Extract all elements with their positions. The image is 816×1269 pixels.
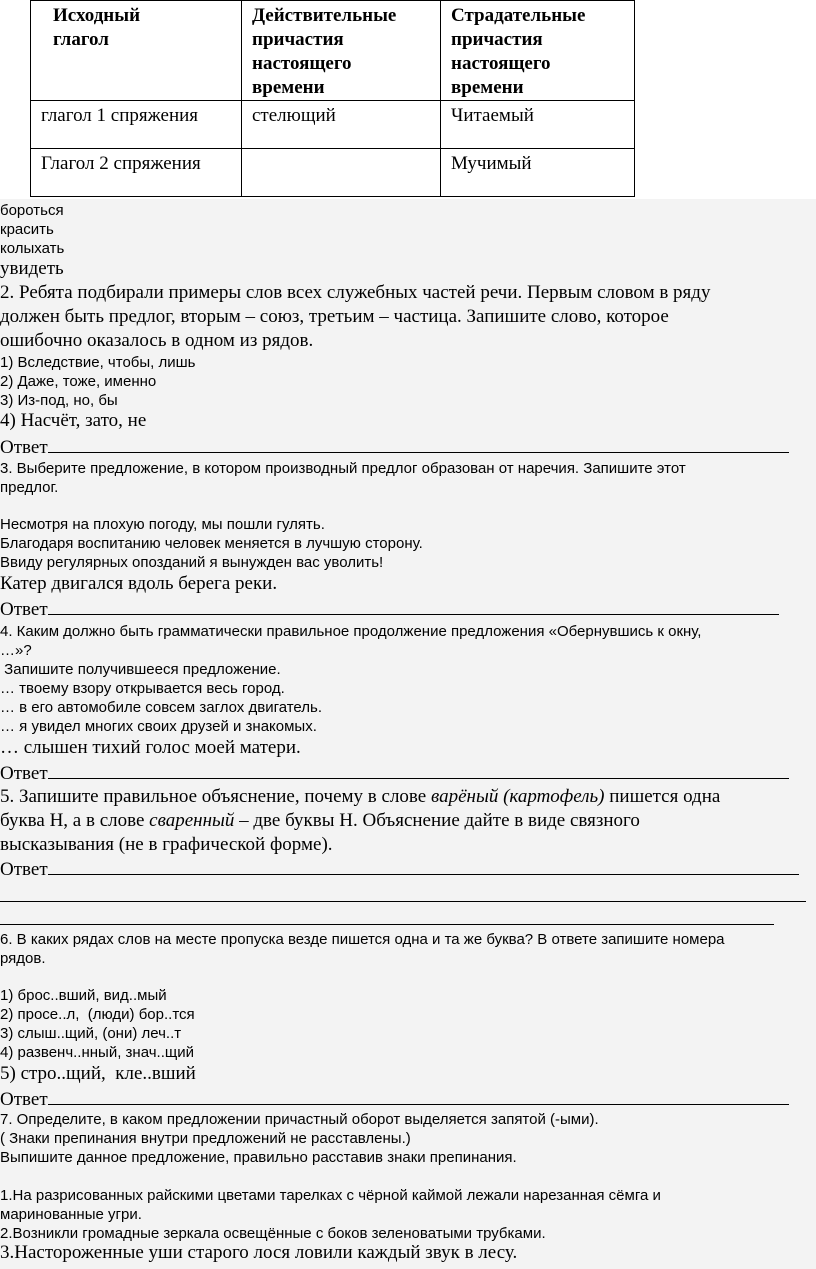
q5-italic-word: варёный (картофель) xyxy=(430,786,605,807)
table-header-row xyxy=(31,1,635,101)
header-line: причастия xyxy=(451,29,543,50)
q5-italic-word: сваренный xyxy=(149,810,235,831)
header-active-participles xyxy=(242,1,441,101)
header-passive-participles xyxy=(441,1,635,101)
verb-item: колыхать xyxy=(0,240,65,257)
verb-item: увидеть xyxy=(0,258,64,279)
q3-option: Несмотря на плохую погоду, мы пошли гулять. xyxy=(0,516,325,533)
table-cell: глагол 1 спряжения xyxy=(31,101,242,149)
q4-text: 4. Каким должно быть грамматически правильное продолжение предложения «Обернувшись к окну, xyxy=(0,623,702,640)
q5-text-part: 5. Запишите правильное объяснение, почему в слове xyxy=(0,786,431,807)
q6-option: 1) брос..вший, вид..мый xyxy=(0,987,167,1004)
header-line: настоящего xyxy=(252,53,352,74)
q3-option: Ввиду регулярных опозданий я вынужден вас уволить! xyxy=(0,554,384,571)
q2-option: 1) Вследствие, чтобы, лишь xyxy=(0,354,196,371)
q5-text xyxy=(0,809,640,833)
header-line: настоящего xyxy=(451,53,551,74)
table-cell: Читаемый xyxy=(441,101,635,149)
q4-answer-line[interactable] xyxy=(0,761,789,785)
table-cell: стелющий xyxy=(242,101,441,149)
header-line: Исходный xyxy=(53,5,141,26)
q2-text: ошибочно оказалось в одном из рядов. xyxy=(0,330,314,351)
table-row xyxy=(31,149,635,197)
q6-text: рядов. xyxy=(0,950,46,967)
header-source-verb xyxy=(31,1,242,101)
q7-option: 3.Настороженные уши старого лося ловили каждый звук в лесу. xyxy=(0,1242,518,1263)
answer-underline[interactable] xyxy=(48,597,779,615)
q3-text: 3. Выберите предложение, в котором производный предлог образован от наречия. Запишите этот xyxy=(0,460,686,477)
q6-option: 5) стро..щий, кле..вший xyxy=(0,1063,196,1084)
table-row xyxy=(31,101,635,149)
q2-option: 4) Насчёт, зато, не xyxy=(0,410,147,431)
answer-label: Ответ xyxy=(0,1089,48,1110)
q4-option: … в его автомобиле совсем заглох двигатель. xyxy=(0,699,323,716)
answer-underline[interactable] xyxy=(48,1087,789,1105)
worksheet-body xyxy=(0,199,816,1269)
q2-text: должен быть предлог, вторым – союз, третьим – частица. Запишите слово, которое xyxy=(0,306,669,327)
answer-label: Ответ xyxy=(0,599,48,620)
verb-item: бороться xyxy=(0,202,64,219)
header-line: времени xyxy=(252,77,325,98)
answer-label: Ответ xyxy=(0,437,48,458)
q2-option: 3) Из-под, но, бы xyxy=(0,392,118,409)
header-line: времени xyxy=(451,77,524,98)
table-cell: Мучимый xyxy=(441,149,635,197)
q4-option: … твоему взору открывается весь город. xyxy=(0,680,285,697)
answer-label: Ответ xyxy=(0,859,48,880)
q6-option: 2) просе..л, (люди) бор..тся xyxy=(0,1006,195,1023)
q7-option: 1.На разрисованных райскими цветами тарелках с чёрной каймой лежали нарезанная сёмга и xyxy=(0,1187,661,1204)
q2-option: 2) Даже, тоже, именно xyxy=(0,373,157,390)
q3-answer-line[interactable] xyxy=(0,597,779,621)
answer-extra-line[interactable] xyxy=(0,924,774,925)
q4-text: …»? xyxy=(0,642,32,659)
q2-answer-line[interactable] xyxy=(0,435,789,459)
q4-option: … слышен тихий голос моей матери. xyxy=(0,737,301,758)
q7-text: Выпишите данное предложение, правильно расставив знаки препинания. xyxy=(0,1149,517,1166)
q5-text-part: буква Н, а в слове xyxy=(0,810,150,831)
q3-text: предлог. xyxy=(0,479,59,496)
participles-table xyxy=(30,0,635,197)
q5-text-part: – две буквы Н. Объяснение дайте в виде связного xyxy=(234,810,640,831)
q6-answer-line[interactable] xyxy=(0,1087,789,1111)
table-cell xyxy=(242,149,441,197)
header-line: Страдательные xyxy=(451,5,586,26)
answer-underline[interactable] xyxy=(48,435,789,453)
answer-extra-line[interactable] xyxy=(0,901,806,902)
q6-text: 6. В каких рядах слов на месте пропуска везде пишется одна и та же буква? В ответе запишите номера xyxy=(0,931,725,948)
q7-text: 7. Определите, в каком предложении причастный оборот выделяется запятой (-ыми). xyxy=(0,1111,599,1128)
q7-text: ( Знаки препинания внутри предложений не расставлены.) xyxy=(0,1130,411,1147)
q4-option: … я увидел многих своих друзей и знакомых. xyxy=(0,718,317,735)
answer-underline[interactable] xyxy=(48,857,799,875)
q6-option: 3) слыш..щий, (они) леч..т xyxy=(0,1025,182,1042)
header-line: причастия xyxy=(252,29,344,50)
participles-table-container xyxy=(30,0,634,199)
header-line: Действительные xyxy=(252,5,397,26)
answer-label: Ответ xyxy=(0,763,48,784)
q5-text: высказывания (не в графической форме). xyxy=(0,834,333,855)
q7-option: маринованные угри. xyxy=(0,1206,142,1223)
q5-text xyxy=(0,785,720,809)
q3-option: Благодаря воспитанию человек меняется в лучшую сторону. xyxy=(0,535,423,552)
q4-text: Запишите получившееся предложение. xyxy=(0,661,281,678)
q5-answer-line[interactable] xyxy=(0,857,799,881)
verb-item: красить xyxy=(0,221,54,238)
header-line: глагол xyxy=(53,29,109,50)
q5-text-part: пишется одна xyxy=(604,786,721,807)
answer-underline[interactable] xyxy=(48,761,789,779)
q2-text: 2. Ребята подбирали примеры слов всех служебных частей речи. Первым словом в ряду xyxy=(0,282,711,303)
q6-option: 4) развенч..нный, знач..щий xyxy=(0,1044,194,1061)
table-cell: Глагол 2 спряжения xyxy=(31,149,242,197)
q7-option: 2.Возникли громадные зеркала освещённые с боков зеленоватыми трубками. xyxy=(0,1225,546,1242)
q3-option: Катер двигался вдоль берега реки. xyxy=(0,573,278,594)
